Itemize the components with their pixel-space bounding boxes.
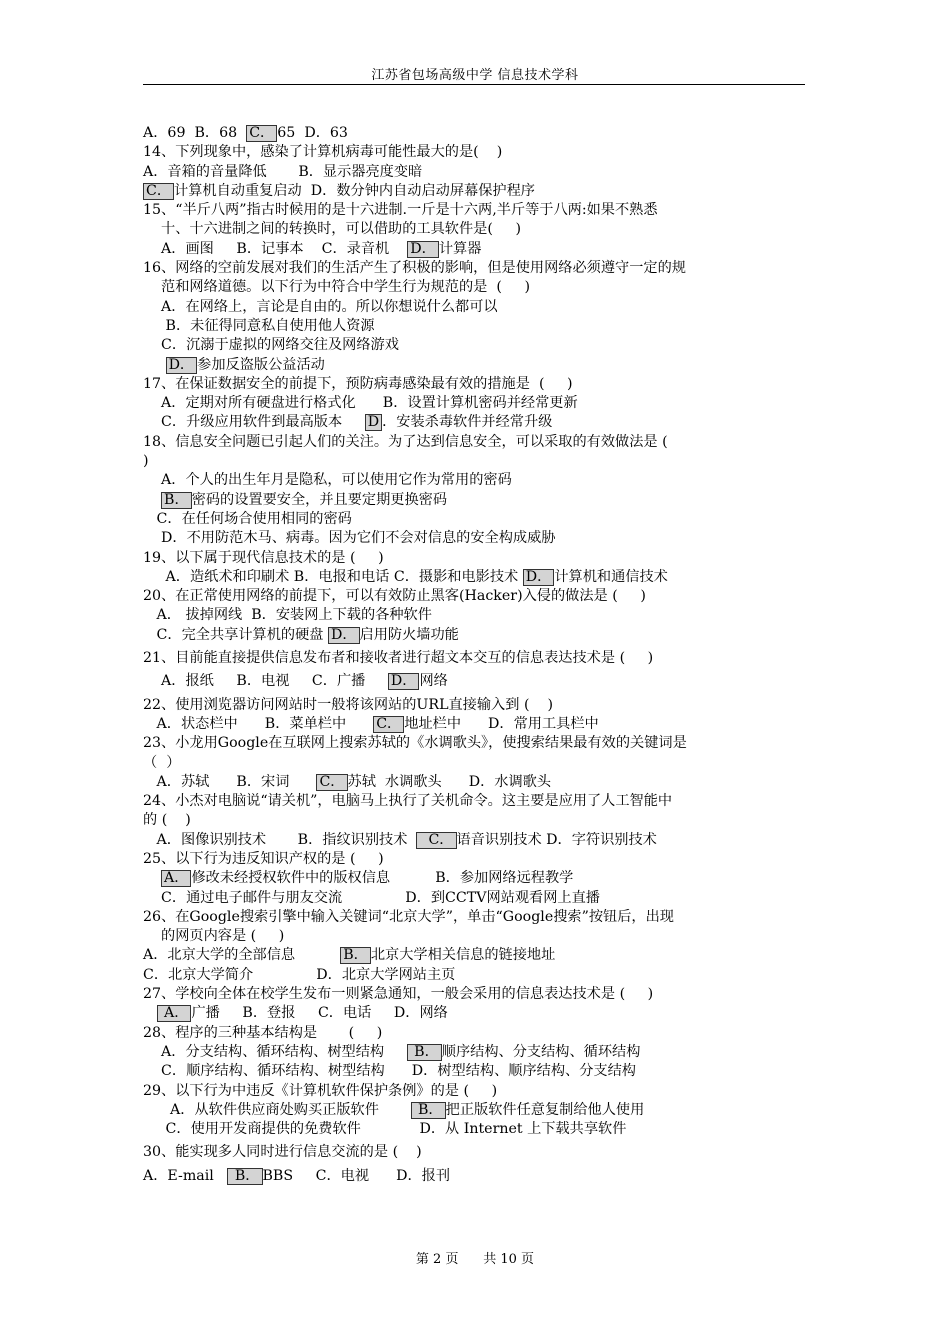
line-text: 网络 [419, 673, 448, 690]
line-text: A．分支结构、循环结构、树型结构 [143, 1043, 407, 1060]
answer-highlight: D． [523, 569, 555, 586]
line-text: ) [143, 453, 149, 470]
line-text: 28、程序的三种基本结构是 ( ) [143, 1024, 383, 1041]
line-text: A．状态栏中 B．菜单栏中 [143, 715, 374, 732]
text-line [143, 811, 813, 830]
text-line [143, 696, 813, 715]
text-line [143, 966, 813, 985]
text-line [143, 1101, 813, 1120]
line-text: 的网页内容是 ( ) [143, 928, 285, 945]
line-text: C．沉溺于虚拟的网络交往及网络游戏 [143, 337, 399, 354]
answer-highlight: C． [246, 125, 277, 142]
line-text: 23、小龙用Google在互联网上搜索苏轼的《水调歌头》，使搜索结果最有效的关键词是 [143, 735, 687, 752]
text-line [143, 1062, 813, 1081]
text-line [143, 240, 813, 259]
line-text: A．造纸术和印刷术 B．电报和电话 C．摄影和电影技术 [143, 568, 523, 585]
text-line [143, 773, 813, 792]
line-text: 十、十六进制之间的转换时，可以借助的工具软件是( ) [143, 221, 521, 238]
line-text: 16、网络的空前发展对我们的生活产生了积极的影响，但是使用网络必须遵守一定的规 [143, 260, 686, 277]
line-text [143, 1005, 157, 1021]
line-text: 14、下列现象中，感染了计算机病毒可能性最大的是( ) [143, 144, 503, 161]
text-line [143, 672, 813, 691]
line-text: 18、信息安全问题已引起人们的关注。为了达到信息安全，可以采取的有效做法是 ( [143, 433, 668, 450]
text-line [143, 1043, 813, 1062]
text-line [143, 649, 813, 668]
line-text: 语音识别技术 D．字符识别技术 [456, 831, 657, 848]
line-text: 15、“半斤八两”指古时候用的是十六进制.一斤是十六两,半斤等于八两:如果不熟悉 [143, 202, 658, 219]
line-text: 计算器 [438, 240, 482, 257]
text-line [143, 298, 813, 317]
text-line [143, 317, 813, 336]
line-text: 计算机自动重复启动 D．数分钟内自动启动屏幕保护程序 [174, 182, 535, 199]
text-line [143, 413, 813, 432]
page-header-title: 江苏省包场高级中学 信息技术学科 [371, 68, 579, 83]
text-line [143, 549, 813, 568]
answer-highlight: B． [411, 1102, 446, 1119]
line-text: 参加反盗版公益活动 [197, 356, 325, 373]
line-text: A．定期对所有硬盘进行格式化 B．设置计算机密码并经常更新 [143, 395, 578, 412]
text-line [143, 587, 813, 606]
line-text: ．安装杀毒软件并经常升级 [382, 414, 553, 431]
text-line [143, 869, 813, 888]
line-text: 19、以下属于现代信息技术的是 ( ) [143, 549, 384, 566]
line-text: C．使用开发商提供的免费软件 D．从 Internet 上下载共享软件 [143, 1121, 627, 1138]
text-line [143, 908, 813, 927]
text-line [143, 568, 813, 587]
text-line [143, 754, 813, 773]
line-text: 20、在正常使用网络的前提下，可以有效防止黑客(Hacker)入侵的做法是 ( ) [143, 588, 646, 605]
text-line [143, 850, 813, 869]
text-line [143, 927, 813, 946]
line-text: 的 ( ) [143, 812, 191, 829]
line-text: A．个人的出生年月是隐私，可以使用它作为常用的密码 [143, 472, 512, 489]
line-text: 顺序结构、分支结构、循环结构 [441, 1043, 641, 1060]
line-text: C．顺序结构、循环结构、树型结构 D．树型结构、顺序结构、分支结构 [143, 1063, 636, 1080]
text-line [143, 356, 813, 375]
text-line [143, 792, 813, 811]
header-rule [143, 84, 805, 85]
line-text: 启用防火墙功能 [359, 626, 459, 643]
answer-highlight: D． [388, 673, 420, 690]
line-text: B．未征得同意私自使用他人资源 [143, 317, 375, 334]
text-line [143, 889, 813, 908]
text-line [143, 259, 813, 278]
answer-highlight: A． [161, 870, 191, 887]
line-text: A．69 B．68 [143, 125, 247, 141]
answer-highlight: C． [316, 774, 347, 791]
text-line [143, 452, 813, 471]
line-text: 修改未经授权软件中的版权信息 B．参加网络远程教学 [191, 870, 574, 887]
answer-highlight: B． [161, 492, 192, 509]
line-text: 22、使用浏览器访问网站时一般将该网站的URL直接输入到 ( ) [143, 696, 554, 713]
text-line [143, 1082, 813, 1101]
text-line [143, 336, 813, 355]
line-text: （ ） [143, 754, 181, 771]
line-text: C．完全共享计算机的硬盘 [143, 626, 328, 643]
text-line [143, 606, 813, 625]
text-line [143, 163, 813, 182]
line-text: C．通过电子邮件与朋友交流 D．到CCTV网站观看网上直播 [143, 889, 600, 906]
line-text: A．报纸 B．电视 C．广播 [143, 673, 388, 690]
text-line [143, 734, 813, 753]
text-line [143, 1167, 813, 1186]
line-text: 27、学校向全体在校学生发布一则紧急通知，一般会采用的信息表达技术是 ( ) [143, 986, 654, 1003]
line-text: A． 拔掉网线 B．安装网上下载的各种软件 [143, 607, 432, 624]
text-line [143, 394, 813, 413]
line-text: A．图像识别技术 B．指纹识别技术 [143, 831, 417, 848]
text-line [143, 201, 813, 220]
line-text: 17、在保证数据安全的前提下，预防病毒感染最有效的措施是 ( ) [143, 375, 573, 392]
line-text: A．在网络上，言论是自由的。所以你想说什么都可以 [143, 298, 498, 315]
line-text: A．从软件供应商处购买正版软件 [143, 1101, 411, 1118]
text-line [143, 1024, 813, 1043]
line-text: 65 D．63 [277, 125, 348, 141]
answer-highlight: A． [157, 1005, 192, 1022]
text-line [143, 433, 813, 452]
line-text: 北京大学相关信息的链接地址 [370, 947, 556, 964]
line-text: 29、以下行为中违反《计算机软件保护条例》的是 ( ) [143, 1082, 498, 1099]
line-text: A．苏轼 B．宋词 [143, 773, 317, 790]
answer-highlight: D [365, 414, 382, 431]
text-line [143, 510, 813, 529]
line-text: 地址栏中 D．常用工具栏中 [404, 715, 599, 732]
text-line [143, 124, 813, 143]
text-line [143, 471, 813, 490]
text-line [143, 715, 813, 734]
text-line [143, 529, 813, 548]
question-list [143, 124, 813, 1186]
line-text: A．北京大学的全部信息 [143, 947, 341, 964]
text-line [143, 182, 813, 201]
text-line [143, 1004, 813, 1023]
page-footer: 第 2 页 共 10 页 [415, 1252, 535, 1267]
text-line [143, 831, 813, 850]
text-line [143, 985, 813, 1004]
line-text: 把正版软件任意复制给他人使用 [445, 1101, 645, 1118]
text-line [143, 626, 813, 645]
line-text: 30、能实现多人同时进行信息交流的是 ( ) [143, 1144, 422, 1161]
line-text [143, 492, 161, 508]
answer-highlight: C． [373, 716, 404, 733]
line-text: 25、以下行为违反知识产权的是 ( ) [143, 850, 384, 867]
text-line [143, 278, 813, 297]
answer-highlight: C． [416, 832, 456, 849]
answer-highlight: B． [407, 1044, 442, 1061]
line-text: C．升级应用软件到最高版本 [143, 414, 365, 431]
answer-highlight: D． [328, 627, 360, 644]
line-text: 26、在Google搜索引擎中输入关键词“北京大学”，单击“Google搜索”按钮后，出现 [143, 908, 674, 925]
text-line [143, 220, 813, 239]
answer-highlight: B． [227, 1168, 262, 1185]
line-text: 计算机和通信技术 [554, 568, 668, 585]
answer-highlight: B． [340, 947, 371, 964]
line-text: BBS C．电视 D．报刊 [262, 1167, 451, 1184]
line-text: A．E-mail [143, 1167, 228, 1184]
line-text [143, 870, 161, 886]
answer-highlight: C． [143, 183, 174, 200]
line-text: A．音箱的音量降低 B．显示器亮度变暗 [143, 163, 423, 180]
text-line [143, 375, 813, 394]
text-line [143, 491, 813, 510]
line-text: 范和网络道德。以下行为中符合中学生行为规范的是 ( ) [143, 279, 530, 296]
line-text: 密码的设置要安全，并且要定期更换密码 [191, 491, 448, 508]
line-text [143, 357, 166, 373]
line-text: 广播 B．登报 C．电话 D．网络 [191, 1005, 448, 1022]
text-line [143, 946, 813, 965]
text-line [143, 143, 813, 162]
line-text: 苏轼 水调歌头 D．水调歌头 [347, 773, 552, 790]
line-text: C．在任何场合使用相同的密码 [143, 510, 352, 527]
text-line [143, 1143, 813, 1162]
line-text: 21、目前能直接提供信息发布者和接收者进行超文本交互的信息表达技术是 ( ) [143, 650, 654, 667]
line-text: 24、小杰对电脑说“请关机”，电脑马上执行了关机命令。这主要是应用了人工智能中 [143, 793, 673, 810]
line-text: A．画图 B．记事本 C．录音机 [143, 240, 408, 257]
answer-highlight: D． [407, 241, 439, 258]
answer-highlight: D． [166, 357, 198, 374]
line-text: C．北京大学简介 D．北京大学网站主页 [143, 966, 456, 983]
text-line [143, 1120, 813, 1139]
line-text: D．不用防范木马、病毒。因为它们不会对信息的安全构成威胁 [143, 530, 556, 547]
